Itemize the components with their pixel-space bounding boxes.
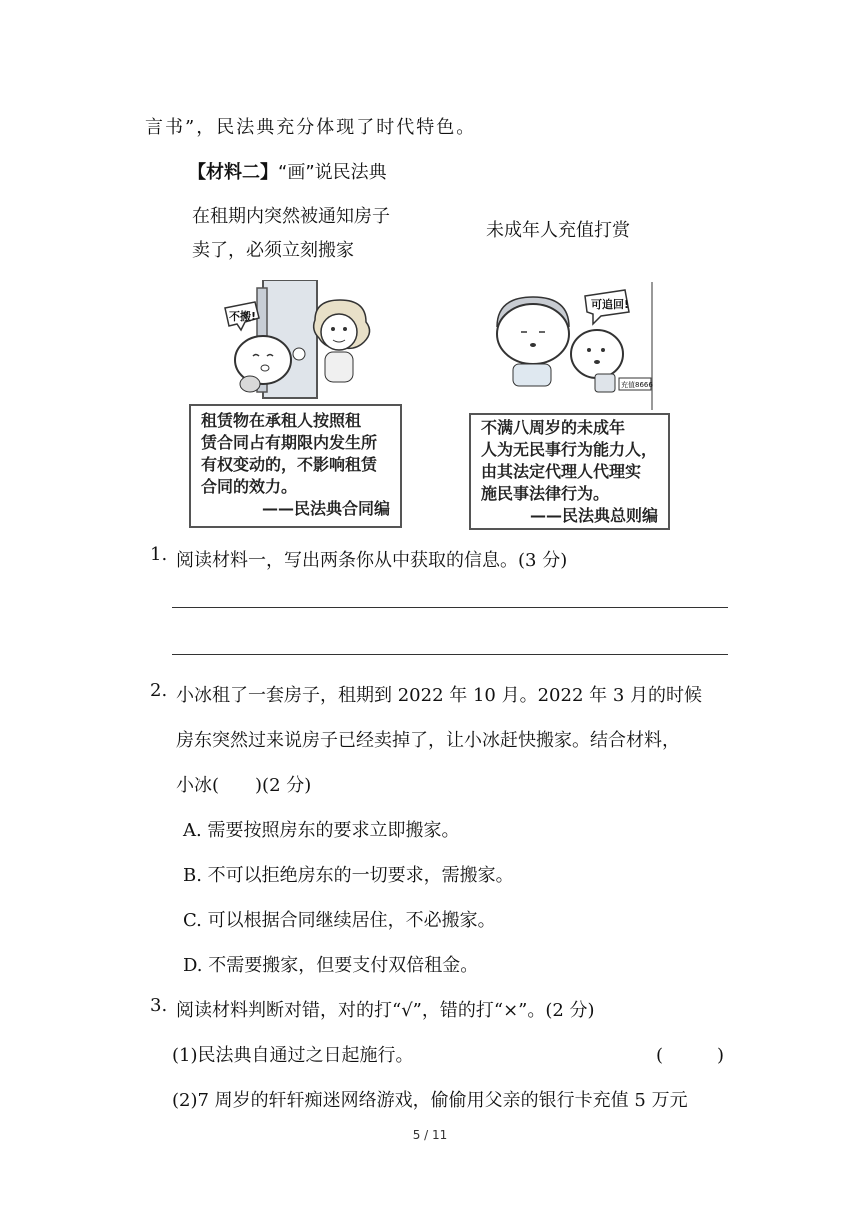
left-cartoon-illustration bbox=[215, 280, 390, 405]
q2-line1: 小冰租了一套房子，租期到 2022 年 10 月。2022 年 3 月的时候 bbox=[176, 685, 703, 706]
right-cartoon-caption: 未成年人充值打赏 bbox=[486, 220, 630, 241]
material2-title: “画”说民法典 bbox=[278, 162, 387, 183]
q3-item1-answer-paren[interactable]: ( ) bbox=[656, 1045, 725, 1066]
right-box-line: 施民事法律行为。 bbox=[481, 484, 610, 503]
right-bubble-text: 可追回! bbox=[591, 298, 630, 311]
right-cartoon-illustration bbox=[485, 282, 657, 410]
left-box-line: 租赁物在承租人按照租 bbox=[201, 411, 362, 430]
recharge-screen-text: 充值8666 bbox=[621, 381, 653, 389]
q3-number: 3. bbox=[150, 995, 168, 1016]
intro-line: 言书”，民法典充分体现了时代特色。 bbox=[145, 117, 477, 138]
left-box-line: 合同的效力。 bbox=[201, 477, 298, 496]
left-bubble-text: 不搬! bbox=[229, 310, 257, 323]
right-box-line: 人为无民事行为能力人， bbox=[481, 440, 658, 459]
q1-number: 1. bbox=[150, 544, 168, 565]
page-number: 5 / 11 bbox=[412, 1128, 448, 1142]
q2-option-c[interactable]: C. 可以根据合同继续居住，不必搬家。 bbox=[183, 910, 496, 931]
q3-item1: (1)民法典自通过之日起施行。 bbox=[172, 1045, 414, 1066]
right-box-source: ——民法典总则编 bbox=[529, 506, 658, 525]
left-caption-line2: 卖了，必须立刻搬家 bbox=[192, 240, 354, 261]
left-box-source: ——民法典合同编 bbox=[261, 499, 390, 518]
material2-heading bbox=[188, 158, 387, 184]
left-law-box bbox=[189, 404, 402, 528]
left-cartoon-caption bbox=[192, 200, 390, 268]
q2-line2: 房东突然过来说房子已经卖掉了，让小冰赶快搬家。结合材料， bbox=[176, 730, 680, 751]
q2-option-b[interactable]: B. 不可以拒绝房东的一切要求，需搬家。 bbox=[183, 865, 514, 886]
left-caption-line1: 在租期内突然被通知房子 bbox=[192, 206, 390, 227]
q2-line3: 小冰( )(2 分) bbox=[176, 775, 312, 796]
right-box-line: 不满八周岁的未成年 bbox=[481, 418, 626, 437]
q2-option-d[interactable]: D. 不需要搬家，但要支付双倍租金。 bbox=[183, 955, 479, 976]
q3-item2: (2)7 周岁的轩轩痴迷网络游戏，偷偷用父亲的银行卡充值 5 万元 bbox=[172, 1090, 688, 1111]
left-box-line: 赁合同占有期限内发生所 bbox=[201, 433, 378, 452]
right-law-box bbox=[469, 413, 670, 530]
q1-text: 阅读材料一，写出两条你从中获取的信息。(3 分) bbox=[176, 550, 568, 571]
q3-text: 阅读材料判断对错，对的打“√”，错的打“×”。(2 分) bbox=[176, 1000, 595, 1021]
material2-bracket: 【材料二】 bbox=[188, 162, 278, 183]
answer-line-1[interactable] bbox=[172, 607, 728, 608]
left-box-line: 有权变动的，不影响租赁 bbox=[201, 455, 378, 474]
right-box-line: 由其法定代理人代理实 bbox=[481, 462, 642, 481]
answer-line-2[interactable] bbox=[172, 654, 728, 655]
q2-option-a[interactable]: A. 需要按照房东的要求立即搬家。 bbox=[183, 820, 460, 841]
q2-number: 2. bbox=[150, 680, 168, 701]
